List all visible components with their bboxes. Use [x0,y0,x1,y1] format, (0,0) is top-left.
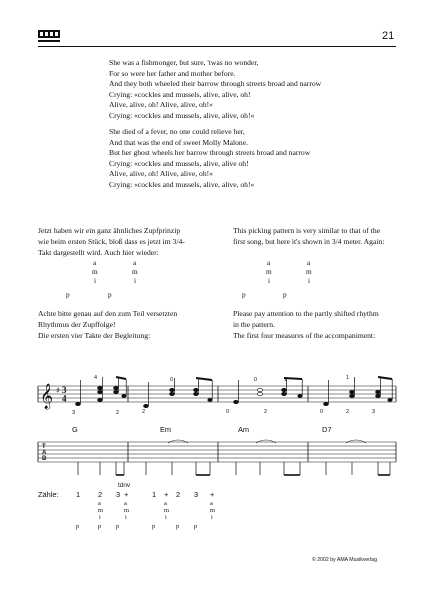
lyric-line: Alive, alive, oh! Alive, alive, oh!« [109,169,213,179]
finger-m: m [266,268,272,276]
finger-a: a [267,259,271,267]
english-intro [233,226,384,248]
svg-text:0: 0 [226,409,230,415]
lyric-line: She was a fishmonger, but sure, 'twas no wonder, [109,58,259,67]
tab-clef-a: A [42,450,47,456]
finger-m: m [124,507,129,514]
publisher-logo-icon [38,30,60,44]
count-item: 3 [116,490,121,499]
german-note-line: Rhythmus der Zupffolge! [38,319,116,329]
finger-i: i [94,277,96,285]
lyric-line: Crying: «cockles and mussels, alive, alive, oh!« [109,110,255,120]
annotation-tdnv: tdnv [118,482,131,489]
count-label: Zähle: [38,490,59,499]
svg-text:2: 2 [116,410,120,416]
finger-i: i [211,514,213,521]
finger-p: p [108,291,112,299]
german-intro-line: Takt dargestellt wird. Auch hier wieder: [38,247,159,257]
lyrics-stanza-2 [109,127,310,191]
finger-p: p [98,523,102,530]
music-score [0,365,432,555]
time-signature-bottom: 4 [62,393,67,404]
chord-g: G [72,425,78,434]
tab-clef [42,444,47,462]
staff-lines [38,386,396,402]
finger-a: a [98,500,101,507]
german-intro-line: Jetzt haben wir ein ganz ähnliches Zupfprinzip [38,226,181,235]
notes [76,377,393,408]
count-item: 2 [176,490,181,499]
english-intro-line: This picking pattern is very similar to that of the [233,226,380,235]
finger-a: a [133,259,137,267]
finger-p: p [66,291,70,299]
count-item: 1 [152,490,157,499]
lyrics-stanza-1 [109,58,321,122]
finger-i: i [165,514,167,521]
finger-p: p [283,291,287,299]
chord-names [72,425,331,434]
finger-p: p [194,523,198,530]
finger-m: m [164,507,169,514]
german-note-line: Die ersten vier Takte der Begleitung: [38,330,151,340]
header-rule [38,46,396,47]
finger-p: p [152,523,156,530]
lyric-line: And they both wheeled their barrow through streets broad and narrow [109,79,322,89]
lyric-line: Crying: «cockles and mussels, alive, alive oh! [109,158,249,168]
finger-m: m [98,507,103,514]
copyright: © 2002 by AMA Musikverlag [312,557,377,563]
fret-annotations [72,375,375,416]
german-note-line: Achte bitte genau auf den zum Teil versetzten [38,309,178,318]
svg-text:2: 2 [264,409,268,415]
count-item: + [124,490,129,499]
lyric-line: For so were her father and mother before. [109,68,236,78]
svg-text:1: 1 [284,377,288,383]
picking-pattern-german [38,258,198,304]
english-note [233,309,379,341]
german-intro-line: wie beim ersten Stück, bloß dass es jetzt im 3/4- [38,236,185,246]
count-fingering [76,500,215,530]
finger-a: a [210,500,213,507]
sharp-icon: ♯ [56,386,60,395]
lyric-line: And that was the end of sweet Molly Malone. [109,137,248,147]
english-note-line: Please pay attention to the partly shifted rhythm [233,309,379,318]
finger-p: p [176,523,180,530]
time-signature-top: 3 [62,385,67,395]
page-number: 21 [382,30,395,42]
lyric-line: But her ghost wheels her barrow through streets broad and narrow [109,148,311,158]
finger-m: m [306,268,312,276]
tab-stems [78,462,390,475]
lyric-line: Alive, alive, oh! Alive, alive, oh!« [109,100,213,110]
tab-clef-t: T [42,444,46,450]
finger-a: a [307,259,311,267]
count-item: + [164,490,169,499]
picking-pattern-english [233,258,393,304]
finger-p: p [116,523,120,530]
svg-text:3: 3 [372,409,376,415]
tab-lines [38,442,396,462]
finger-a: a [93,259,97,267]
finger-p: p [76,523,80,530]
svg-text:2: 2 [142,409,146,415]
chord-d7: D7 [322,425,332,434]
finger-i: i [134,277,136,285]
finger-a: a [124,500,127,507]
count-item: 1 [76,490,81,499]
treble-clef-icon: 𝄞 [40,384,54,409]
finger-i: i [268,277,270,285]
finger-i: i [99,514,101,521]
svg-text:4: 4 [94,375,98,381]
lyric-line: She died of a fever, no one could relieve her, [109,127,245,136]
svg-text:3: 3 [72,410,76,416]
english-note-line: The first four measures of the accompaniment: [233,330,376,340]
finger-m: m [132,268,138,276]
svg-text:2: 2 [346,409,350,415]
tab-clef-b: B [42,456,47,462]
svg-text:1: 1 [346,375,350,381]
count-item: + [210,490,215,499]
tab-barlines [38,442,396,462]
finger-m: m [210,507,215,514]
finger-m: m [92,268,98,276]
lyric-line: Crying: «cockles and mussels, alive, alive, oh! [109,89,251,99]
count-item: 2 [98,490,103,499]
chord-am: Am [238,425,250,434]
german-note [38,309,177,341]
count-numbers [76,490,214,499]
finger-i: i [308,277,310,285]
english-intro-line: first song, but here it's shown in 3/4 meter. Again: [233,236,385,246]
svg-text:0: 0 [320,409,324,415]
count-item: 3 [194,490,199,499]
finger-i: i [125,514,127,521]
finger-a: a [164,500,167,507]
chord-em: Em [160,425,172,434]
svg-text:0: 0 [170,377,174,383]
lyric-line: Crying: «cockles and mussels, alive, alive, oh!« [109,179,255,189]
finger-p: p [242,291,246,299]
german-intro [38,226,185,258]
english-note-line: in the pattern. [233,319,275,329]
svg-text:0: 0 [254,377,258,383]
tab-ties [168,440,366,443]
